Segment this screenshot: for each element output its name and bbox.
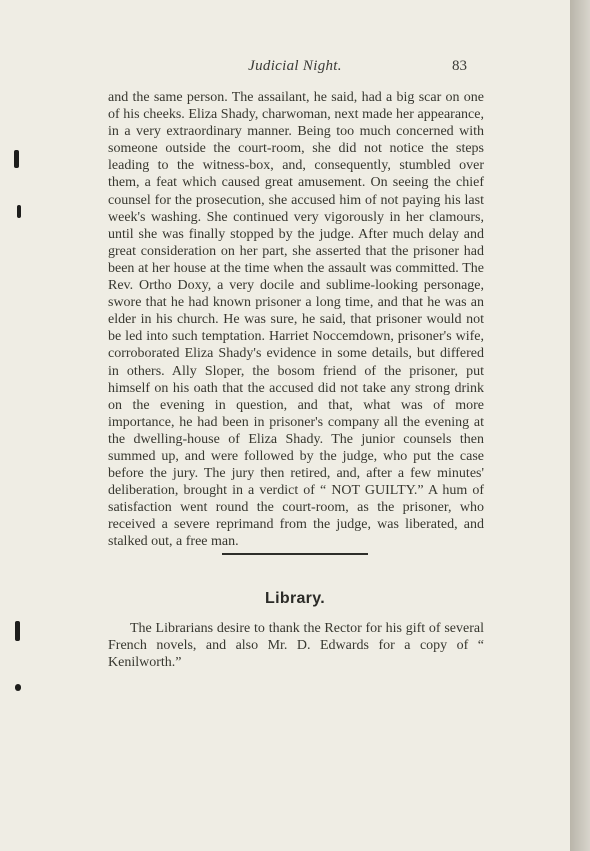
- page-edge: [570, 0, 590, 851]
- binding-mark: [14, 150, 19, 168]
- section-divider: [222, 553, 368, 555]
- binding-mark: [17, 205, 21, 218]
- binding-mark: [15, 621, 20, 641]
- binding-mark: [15, 684, 21, 691]
- library-paragraph: The Librarians desire to thank the Rector for his gift of several French novels, and also Mr. D. Edwards for a copy of “ Kenilworth.”: [108, 621, 484, 671]
- article-paragraph: and the same person. The assailant, he said, had a big scar on one of his cheeks. Eliza Shady, charwoman, next made her appearance, in a very extraordinary manner. Being too much concerned with someone outside the court-room, she did not notice the steps leading to the witness-box, and, consequently, stumbled over them, a feat which caused great amusement. On seeing the chief counsel for the prosecution, she accused him of not paying his last week's washing. She continued very vigorously in her clamours, until she was finally stopped by the judge. After much delay and great consideration on her part, she asserted that the prisoner had been at her house at the time when the assault was committed. The Rev. Ortho Doxy, a very docile and sublime-looking personage, swore that he had known prisoner a long time, and that he was an elder in his church. He was sure, he said, that prisoner would not be led into such temptation. Harriet Noccemdown, prisoner's wife, corroborated Eliza Shady's evidence in some details, but differed in others. Ally Sloper, the bosom friend of the prisoner, put himself on his oath that the accused did not take any strong drink on the evening in question, and that, what was of more importance, he had been in prisoner's company all the evening at the dwelling-house of Eliza Shady. The junior counsels then summed up, and were followed by the judge, who put the case before the jury. The jury then retired, and, after a few minutes' deliberation, brought in a verdict of “ NOT GUILTY.” A hum of satisfaction went round the court-room, as the prisoner, who received a severe reprimand from the judge, was liberated, and stalked out, a free man.: [108, 90, 484, 550]
- library-heading: Library.: [265, 590, 325, 607]
- page-number: 83: [452, 58, 467, 74]
- running-header: Judicial Night.: [248, 58, 342, 74]
